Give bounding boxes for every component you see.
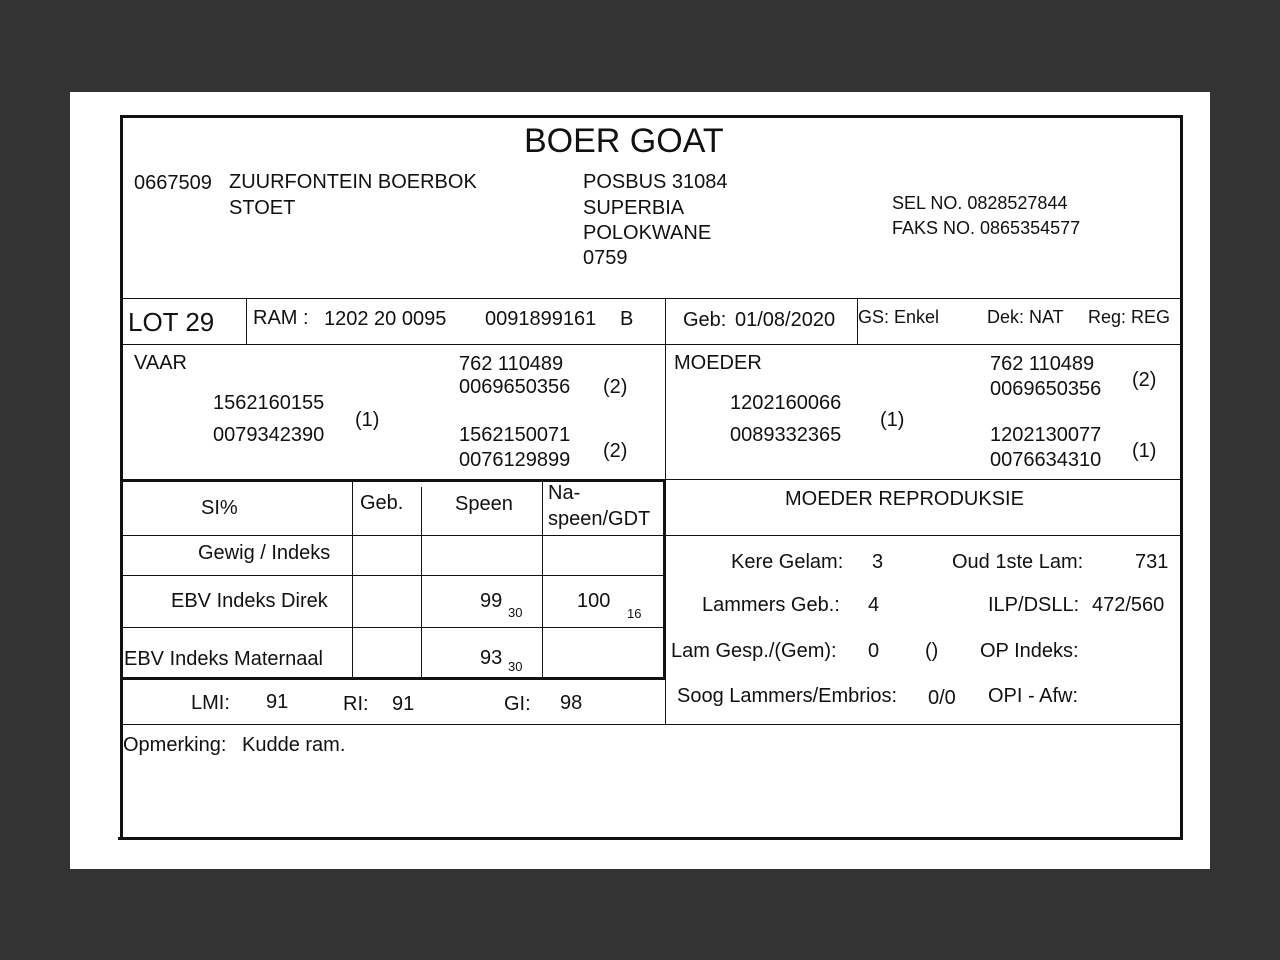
remarks-label: Opmerking: — [123, 734, 227, 756]
border-right — [1180, 115, 1183, 840]
si-header-corner: SI% — [201, 497, 238, 519]
lammers-geb-value: 4 — [868, 594, 880, 616]
sire-sire-number: 0069650356 — [459, 376, 571, 398]
divider-lot — [122, 344, 1180, 345]
soog-value: 0/0 — [928, 687, 956, 709]
direk-speen-accuracy: 30 — [508, 605, 523, 620]
si-header-geb: Geb. — [360, 492, 404, 514]
border-bottom — [118, 837, 1182, 840]
dam-sire-id: 762 110489 — [990, 353, 1095, 375]
birth-date: 01/08/2020 — [735, 309, 836, 331]
dam-number: 0089332365 — [730, 424, 842, 446]
address-line: SUPERBIA — [583, 197, 685, 219]
lam-gesp-gem: () — [925, 640, 939, 662]
maternaal-speen: 93 — [480, 647, 503, 669]
lam-gesp-value: 0 — [868, 640, 880, 662]
divider-si-row2 — [122, 627, 666, 628]
sire-sire-id: 762 110489 — [459, 353, 564, 375]
sire-dam-number: 0076129899 — [459, 449, 571, 471]
dam-grade: (1) — [880, 409, 905, 431]
soog-label: Soog Lammers/Embrios: — [677, 685, 898, 707]
si-row-direk: EBV Indeks Direk — [171, 590, 328, 612]
opi-afw-label: OPI - Afw: — [988, 685, 1079, 707]
si-table-right — [663, 481, 666, 679]
sire-sire-grade: (2) — [603, 376, 628, 398]
direk-speen: 99 — [480, 590, 503, 612]
si-row-maternaal: EBV Indeks Maternaal — [124, 648, 323, 670]
lammers-geb-label: Lammers Geb.: — [702, 594, 840, 616]
lot-number: LOT 29 — [128, 307, 215, 337]
sire-label: VAAR — [134, 352, 187, 374]
gi-label: GI: — [504, 693, 531, 715]
sire-dam-grade: (2) — [603, 440, 628, 462]
dam-id: 1202160066 — [730, 392, 842, 414]
divider-pedigree-left — [122, 479, 666, 482]
lmi-label: LMI: — [191, 692, 230, 714]
divider-indices — [122, 724, 1180, 725]
maternaal-speen-accuracy: 30 — [508, 659, 523, 674]
cell-number: SEL NO. 0828527844 — [892, 193, 1068, 213]
ri-value: 91 — [392, 693, 415, 715]
birth-label: Geb: — [683, 309, 727, 331]
divider-lot-cell — [246, 298, 247, 344]
gi-value: 98 — [560, 692, 583, 714]
card-title: BOER GOAT — [524, 122, 724, 160]
registration: Reg: REG — [1088, 307, 1171, 327]
stud-name-suffix: STOET — [229, 197, 296, 219]
si-header-naspeen-cont: speen/GDT — [548, 508, 651, 530]
dam-dam-id: 1202130077 — [990, 424, 1102, 446]
direk-naspeen: 100 — [577, 590, 611, 612]
kere-gelam-label: Kere Gelam: — [731, 551, 844, 573]
ri-label: RI: — [343, 693, 369, 715]
stud-name: ZUURFONTEIN BOERBOK — [229, 171, 477, 193]
dam-sire-grade: (2) — [1132, 369, 1157, 391]
si-header-speen: Speen — [455, 493, 513, 515]
ram-label: RAM : — [253, 307, 309, 329]
divider-repro-title — [666, 535, 1180, 536]
op-indeks-label: OP Indeks: — [980, 640, 1079, 662]
remarks-text: Kudde ram. — [242, 734, 346, 756]
sire-dam-id: 1562150071 — [459, 424, 571, 446]
address-line: POLOKWANE — [583, 222, 712, 244]
dam-label: MOEDER — [674, 352, 762, 374]
ilp-dsll-label: ILP/DSLL: — [988, 594, 1080, 616]
divider-si-bottom — [122, 677, 666, 680]
divider-header — [122, 298, 1180, 299]
sire-number: 0079342390 — [213, 424, 325, 446]
border-left — [120, 115, 123, 840]
dam-sire-number: 0069650356 — [990, 378, 1102, 400]
si-col-3 — [542, 481, 543, 678]
ram-grade: B — [620, 308, 634, 330]
lmi-value: 91 — [266, 691, 289, 713]
dam-dam-number: 0076634310 — [990, 449, 1102, 471]
kere-gelam-value: 3 — [872, 551, 884, 573]
divider-si-row1 — [122, 575, 666, 576]
ilp-dsll-value: 472/560 — [1092, 594, 1165, 616]
si-header-naspeen: Na- — [548, 482, 581, 504]
sire-grade: (1) — [355, 409, 380, 431]
si-row-gewig: Gewig / Indeks — [198, 542, 331, 564]
divider-ram-cell — [665, 298, 666, 344]
repro-title: MOEDER REPRODUKSIE — [785, 488, 1024, 510]
direk-naspeen-accuracy: 16 — [627, 606, 642, 621]
birth-status: GS: Enkel — [858, 307, 940, 327]
address-line: POSBUS 31084 — [583, 171, 728, 193]
si-col-2 — [421, 487, 422, 678]
service-type: Dek: NAT — [987, 307, 1064, 327]
oud-lam-label: Oud 1ste Lam: — [952, 551, 1084, 573]
oud-lam-value: 731 — [1135, 551, 1169, 573]
divider-si-header — [122, 535, 666, 536]
divider-pedigree-right — [666, 479, 1180, 480]
border-top — [120, 115, 1183, 118]
ram-number: 0091899161 — [485, 308, 597, 330]
breeder-code: 0667509 — [134, 172, 212, 194]
dam-dam-grade: (1) — [1132, 440, 1157, 462]
fax-number: FAKS NO. 0865354577 — [892, 218, 1081, 238]
si-col-1 — [352, 481, 353, 678]
ram-id: 1202 20 0095 — [324, 308, 447, 330]
lam-gesp-label: Lam Gesp./(Gem): — [671, 640, 837, 662]
sire-id: 1562160155 — [213, 392, 325, 414]
address-line: 0759 — [583, 247, 628, 269]
